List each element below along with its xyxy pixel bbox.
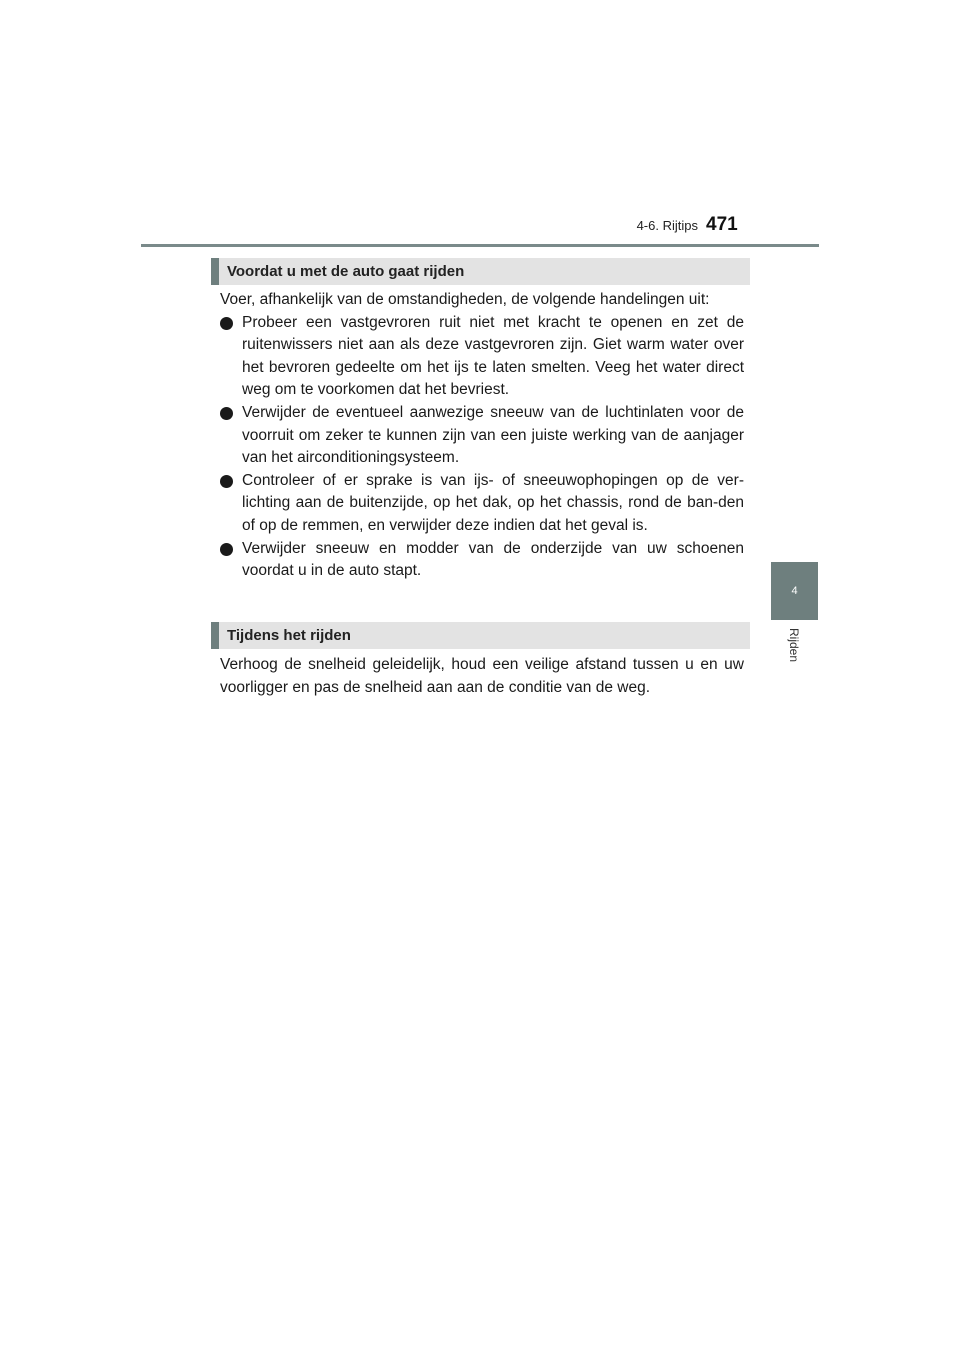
list-item: [220, 402, 744, 470]
header-rule: [141, 244, 819, 247]
list-item: [220, 312, 744, 402]
list-item-text: Verwijder de eventueel aanwezige sneeuw van de luchtinlaten voor de voorruit om zeker te kunnen zijn van een juiste werking van de aanjager van het airconditioningsysteem.: [242, 403, 744, 467]
before-driving-content: [220, 289, 744, 583]
running-header-section: 4-6. Rijtips: [636, 218, 698, 233]
bullet-icon: [220, 475, 233, 488]
chapter-label: Rijden: [787, 628, 801, 663]
bullet-icon: [220, 543, 233, 556]
list-item-text: Probeer een vastgevroren ruit niet met kracht te openen en zet de ruitenwissers niet aan als deze vastgevroren zijn. Giet warm water over het bevroren gedeelte om het ijs te laten smelten. Veeg het water direct weg om te voorkomen dat het bevriest.: [242, 313, 744, 399]
chapter-tab: 4: [771, 562, 818, 620]
before-driving-list: [220, 312, 744, 583]
bullet-icon: [220, 317, 233, 330]
before-driving-intro: Voer, afhankelijk van de omstandigheden, de volgende handelingen uit:: [220, 291, 710, 308]
list-item-text: Controleer of er sprake is van ijs- of sneeuwophopingen op de ver-lichting aan de buitenzijde, op het dak, op het chassis, rond de ban-den of op de remmen, en verwijder deze indien dat het geval is.: [242, 471, 744, 534]
page-number: 471: [706, 214, 738, 235]
while-driving-content: [220, 654, 744, 699]
section-heading-while-driving: Tijdens het rijden: [211, 622, 750, 649]
list-item-text: Verwijder sneeuw en modder van de onderzijde van uw schoenen voordat u in de auto stapt.: [242, 539, 744, 580]
section-heading-before-driving: Voordat u met de auto gaat rijden: [211, 258, 750, 285]
list-item: [220, 470, 744, 538]
bullet-icon: [220, 407, 233, 420]
list-item: [220, 538, 744, 583]
while-driving-body: Verhoog de snelheid geleidelijk, houd een veilige afstand tussen u en uw voorligger en pas de snelheid aan aan de conditie van de weg.: [220, 656, 744, 696]
